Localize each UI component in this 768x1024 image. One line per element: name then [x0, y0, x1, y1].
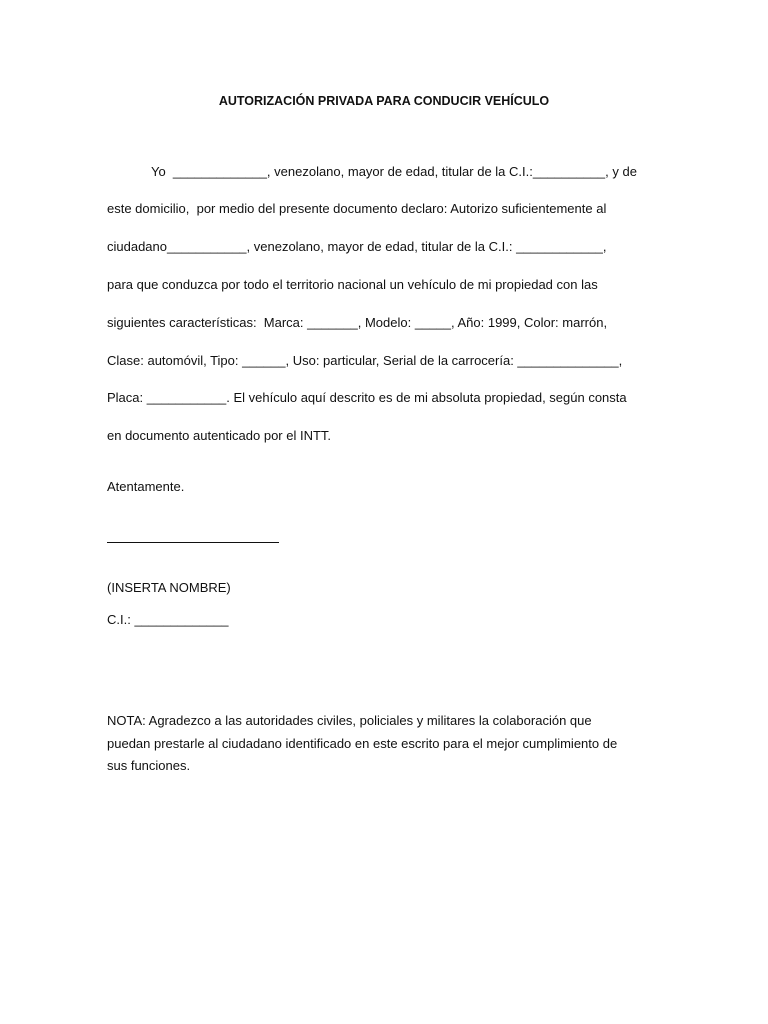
closing-text: Atentamente.: [107, 479, 185, 494]
body-line: Clase: automóvil, Tipo: ______, Uso: particular, Serial de la carrocería: ______________,: [107, 353, 623, 368]
body-line: siguientes características: Marca: _______, Modelo: _____, Año: 1999, Color: marrón,: [107, 315, 608, 330]
body-line: Yo _____________, venezolano, mayor de edad, titular de la C.I.:__________, y de: [151, 164, 637, 179]
note-line: sus funciones.: [107, 758, 191, 773]
note-line: NOTA: Agradezco a las autoridades civiles, policiales y militares la colaboración que: [107, 713, 592, 728]
body-line: ciudadano___________, venezolano, mayor de edad, titular de la C.I.: ____________,: [107, 239, 607, 254]
body-line: para que conduzca por todo el territorio nacional un vehículo de mi propiedad con las: [107, 277, 598, 292]
body-line: Placa: ___________. El vehículo aquí descrito es de mi absoluta propiedad, según consta: [107, 390, 627, 405]
signature-ci: C.I.: _____________: [107, 612, 229, 627]
document-title: AUTORIZACIÓN PRIVADA PARA CONDUCIR VEHÍCULO: [218, 94, 550, 108]
signature-name: (INSERTA NOMBRE): [107, 580, 231, 595]
signature-line: [107, 542, 279, 543]
body-line: en documento autenticado por el INTT.: [107, 428, 332, 443]
note-line: puedan prestarle al ciudadano identificado en este escrito para el mejor cumplimiento de: [107, 736, 618, 751]
body-line: este domicilio, por medio del presente documento declaro: Autorizo suficientemente al: [107, 201, 607, 216]
